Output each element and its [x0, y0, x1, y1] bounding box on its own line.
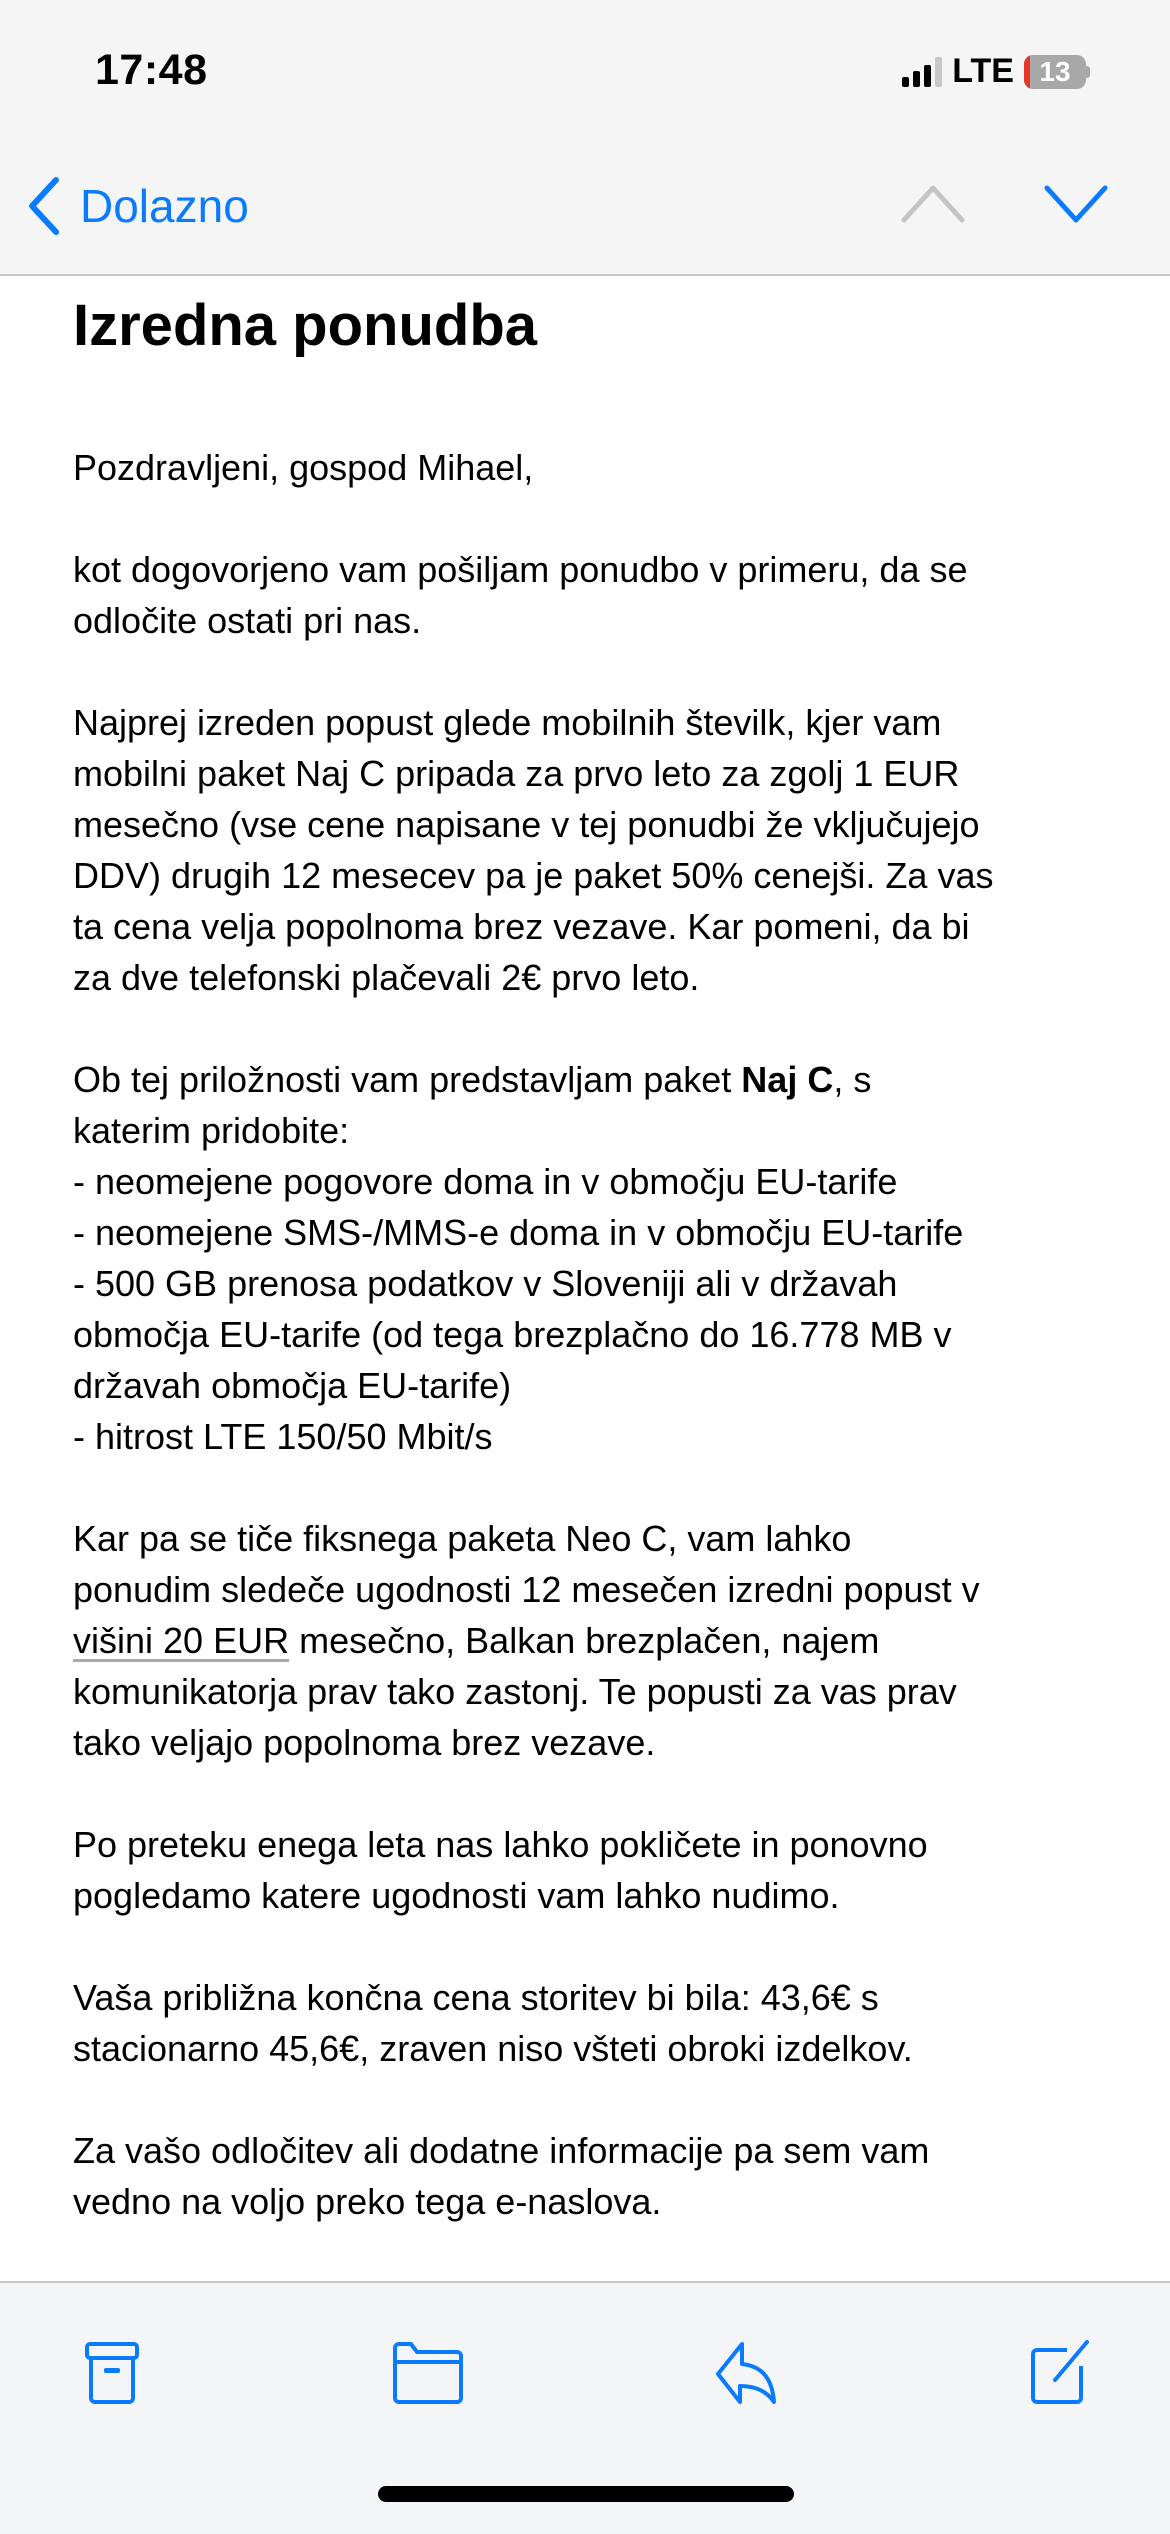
text-segment: mobilni paket Naj C pripada za prvo leto za zgolj 1 EUR [73, 753, 960, 794]
text-line [73, 901, 1133, 952]
text-line [73, 850, 1133, 901]
email-paragraph [73, 1819, 1133, 1921]
archive-button[interactable] [72, 2333, 152, 2413]
text-segment: območja EU-tarife (od tega brezplačno do 16.778 MB v [73, 1314, 952, 1355]
text-line [73, 1717, 1133, 1768]
text-line [73, 799, 1133, 850]
text-segment: odločite ostati pri nas. [73, 600, 422, 641]
text-segment: Po preteku enega leta nas lahko pokličete in ponovno [73, 1824, 928, 1865]
detected-link[interactable]: višini 20 EUR [73, 1620, 290, 1661]
text-line [73, 595, 1133, 646]
text-line [73, 2125, 1133, 2176]
chevron-left-icon [26, 176, 60, 236]
text-segment: pogledamo katere ugodnosti vam lahko nudimo. [73, 1875, 840, 1916]
email-paragraph [73, 697, 1133, 1003]
email-paragraph [73, 442, 1133, 493]
text-line [73, 1309, 1133, 1360]
text-line [73, 1360, 1133, 1411]
text-line [73, 1513, 1133, 1564]
text-line [73, 1819, 1133, 1870]
text-line [73, 1870, 1133, 1921]
text-segment: , s [833, 1059, 872, 1100]
text-segment: ta cena velja popolnoma brez vezave. Kar pomeni, da bi [73, 906, 970, 947]
text-segment: vedno na voljo preko tega e-naslova. [73, 2181, 662, 2222]
text-segment: DDV) drugih 12 mesecev pa je paket 50% cenejši. Za vas [73, 855, 994, 896]
move-to-folder-button[interactable] [388, 2333, 468, 2413]
text-segment: - hitrost LTE 150/50 Mbit/s [73, 1416, 493, 1457]
previous-message-button[interactable] [900, 182, 966, 231]
next-message-button[interactable] [1043, 182, 1109, 231]
text-segment: stacionarno 45,6€, zraven niso všteti obroki izdelkov. [73, 2028, 913, 2069]
reply-button[interactable] [705, 2333, 785, 2413]
text-segment: tako veljajo popolnoma brez vezave. [73, 1722, 656, 1763]
text-segment: Za vašo odločitev ali dodatne informacije pa sem vam [73, 2130, 930, 2171]
text-line [73, 544, 1133, 595]
folder-icon [391, 2340, 465, 2406]
text-line [73, 442, 1133, 493]
text-segment: - neomejene pogovore doma in v območju EU-tarife [73, 1161, 898, 1202]
text-segment: komunikatorja prav tako zastonj. Te popusti za vas prav [73, 1671, 957, 1712]
text-segment: - 500 GB prenosa podatkov v Sloveniji ali v državah [73, 1263, 898, 1304]
signal-icon [902, 57, 942, 87]
compose-icon [1027, 2340, 1093, 2406]
text-segment: za dve telefonski plačevali 2€ prvo leto. [73, 957, 700, 998]
text-segment: ponudim sledeče ugodnosti 12 mesečen izredni popust v [73, 1569, 980, 1610]
compose-button[interactable] [1020, 2333, 1100, 2413]
status-indicators [902, 52, 1090, 91]
text-segment: mesečno (vse cene napisane v tej ponudbi že vključujejo [73, 804, 980, 845]
text-line [73, 952, 1133, 1003]
text-segment: - neomejene SMS-/MMS-e doma in v območju EU-tarife [73, 1212, 964, 1253]
text-segment: Kar pa se tiče fiksnega paketa Neo C, vam lahko [73, 1518, 852, 1559]
text-segment: katerim pridobite: [73, 1110, 350, 1151]
text-segment: Ob tej priložnosti vam predstavljam paket [73, 1059, 742, 1100]
battery-icon [1024, 55, 1090, 89]
text-segment: državah območja EU-tarife) [73, 1365, 512, 1406]
text-line [73, 1666, 1133, 1717]
text-segment: kot dogovorjeno vam pošiljam ponudbo v primeru, da se [73, 549, 968, 590]
email-paragraph [73, 544, 1133, 646]
chevron-up-icon [900, 182, 966, 226]
text-line [73, 1258, 1133, 1309]
battery-level: 13 [1039, 55, 1071, 87]
text-line [73, 2176, 1133, 2227]
back-label: Dolazno [80, 180, 249, 232]
reply-icon [710, 2340, 780, 2406]
home-indicator [378, 2486, 794, 2502]
text-line [73, 1156, 1133, 1207]
text-line [73, 748, 1133, 799]
email-subject: Izredna ponudba [73, 293, 537, 358]
network-type: LTE [952, 52, 1014, 90]
text-line [73, 1105, 1133, 1156]
text-line [73, 1054, 1133, 1105]
text-line [73, 2023, 1133, 2074]
email-paragraph [73, 2125, 1133, 2227]
archive-icon [79, 2340, 145, 2406]
text-segment: Vaša približna končna cena storitev bi bila: 43,6€ s [73, 1977, 879, 2018]
navigation-bar [0, 0, 1170, 276]
email-paragraph [73, 1054, 1133, 1462]
text-line [73, 1615, 1133, 1666]
text-line [73, 1411, 1133, 1462]
text-line [73, 697, 1133, 748]
bold-text: Naj C [741, 1059, 834, 1100]
text-segment: Pozdravljeni, gospod Mihael, [73, 447, 534, 488]
text-line [73, 1207, 1133, 1258]
email-paragraph [73, 1513, 1133, 1768]
email-body [73, 442, 1133, 2278]
text-segment: Najprej izreden popust glede mobilnih številk, kjer vam [73, 702, 942, 743]
email-paragraph [73, 1972, 1133, 2074]
status-time: 17:48 [95, 46, 208, 94]
text-segment: mesečno, Balkan brezplačen, najem [289, 1620, 880, 1661]
chevron-down-icon [1043, 182, 1109, 226]
text-line [73, 1564, 1133, 1615]
text-line [73, 1972, 1133, 2023]
back-button[interactable] [26, 176, 249, 236]
